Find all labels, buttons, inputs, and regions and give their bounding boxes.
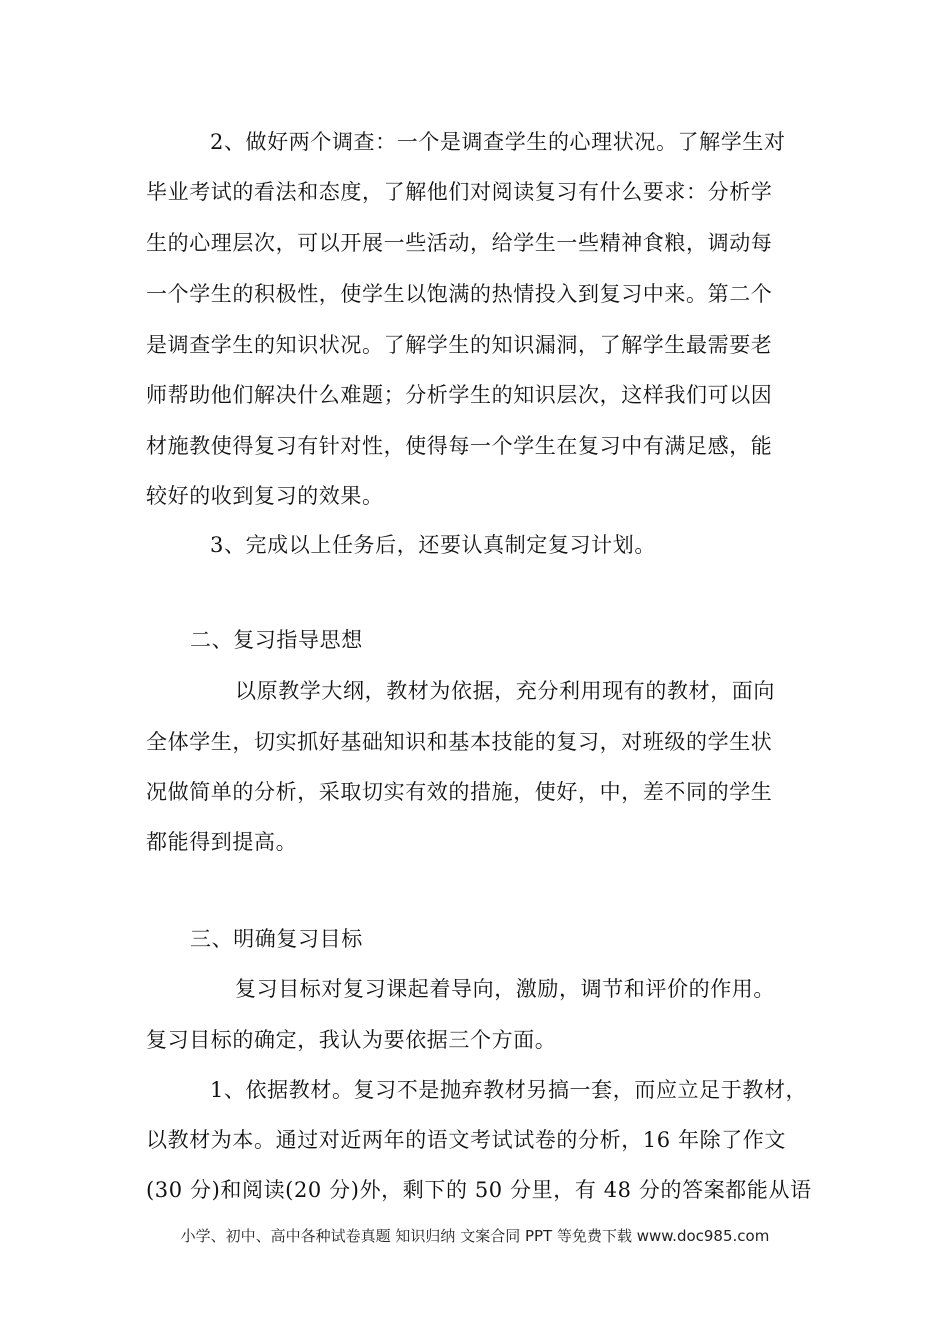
paragraph-line: 全体学生，切实抓好基础知识和基本技能的复习，对班级的学生状 — [146, 730, 773, 754]
paragraph-line: 2、做好两个调查：一个是调查学生的心理状况。了解学生对 — [210, 130, 786, 154]
paragraph-line: 况做简单的分析，采取切实有效的措施，使好，中，差不同的学生 — [146, 780, 773, 804]
paragraph-line: 材施教使得复习有针对性，使得每一个学生在复习中有满足感，能 — [146, 434, 773, 458]
paragraph-line: 是调查学生的知识状况。了解学生的知识漏洞，了解学生最需要老 — [146, 333, 773, 357]
footer-link-text[interactable]: 小学、初中、高中各种试卷真题 知识归纳 文案合同 PPT 等免费下载 www.doc985.com — [180, 1227, 770, 1245]
paragraph-line: 师帮助他们解决什么难题；分析学生的知识层次，这样我们可以因 — [146, 383, 773, 407]
paragraph-line: 毕业考试的看法和态度，了解他们对阅读复习有什么要求：分析学 — [146, 180, 773, 204]
paragraph-line: 生的心理层次，可以开展一些活动，给学生一些精神食粮，调动每 — [146, 231, 773, 255]
paragraph-line: 3、完成以上任务后，还要认真制定复习计划。 — [210, 533, 656, 557]
paragraph-line: 以原教学大纲，教材为依据，充分利用现有的教材，面向 — [235, 679, 775, 703]
paragraph-line: 一个学生的积极性，使学生以饱满的热情投入到复习中来。第二个 — [146, 282, 773, 306]
paragraph-line: 较好的收到复习的效果。 — [146, 484, 384, 508]
section-heading: 二、复习指导思想 — [190, 628, 363, 652]
paragraph-line: 复习目标对复习课起着导向，激励，调节和评价的作用。 — [235, 977, 775, 1001]
paragraph-line: (30 分)和阅读(20 分)外，剩下的 50 分里，有 48 分的答案都能从语 — [146, 1178, 812, 1202]
paragraph-line: 以教材为本。通过对近两年的语文考试试卷的分析，16 年除了作文 — [146, 1128, 786, 1152]
section-heading: 三、明确复习目标 — [190, 927, 363, 951]
paragraph-line: 1、依据教材。复习不是抛弃教材另搞一套，而应立足于教材， — [210, 1078, 808, 1102]
paragraph-line: 复习目标的确定，我认为要依据三个方面。 — [146, 1028, 557, 1052]
paragraph-line: 都能得到提高。 — [146, 830, 298, 854]
